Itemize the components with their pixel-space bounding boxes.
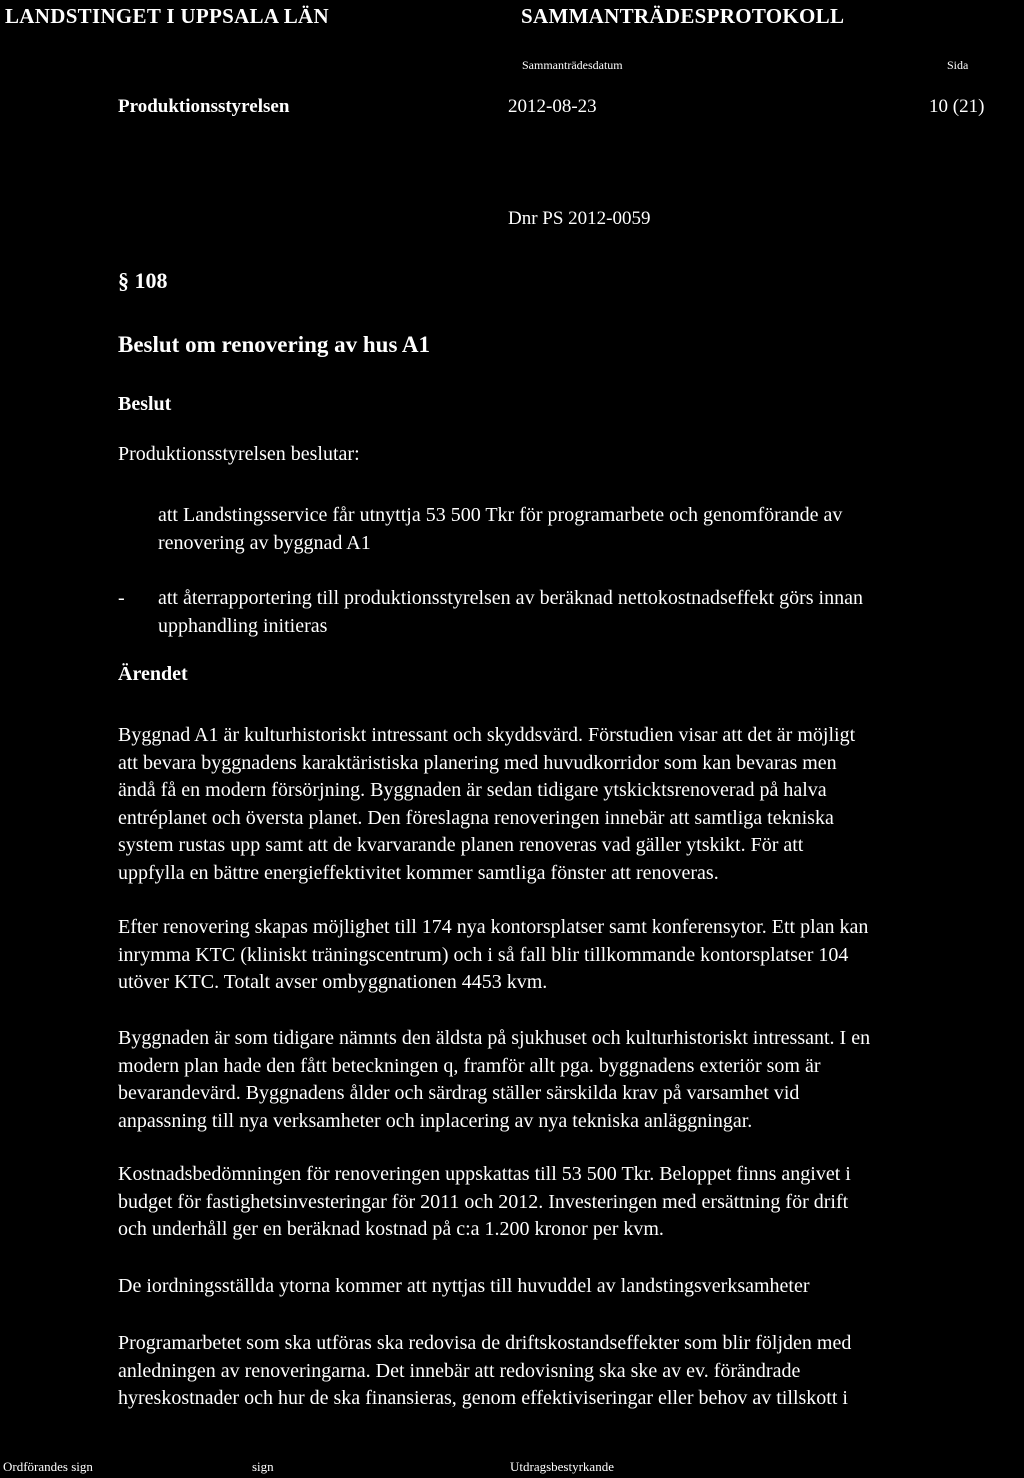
decision-line: att återrapportering till produktionsstyrelsen av beräknad nettokostnadseffekt görs innan [158, 587, 863, 609]
text-line: modern plan hade den fått beteckningen q, framför allt pga. byggnadens exteriör som är [118, 1054, 821, 1077]
text-line: Efter renovering skapas möjlighet till 174 nya kontorsplatser samt konferensytor. Ett plan kan [118, 916, 869, 938]
body-paragraph [118, 1330, 1024, 1413]
text-line: entréplanet och översta planet. Den föreslagna renoveringen innebär att samtliga tekniska [118, 806, 834, 829]
text-line: anpassning till nya verksamheter och inplacering av nya tekniska anläggningar. [118, 1109, 753, 1132]
text-line: utöver KTC. Totalt avser ombyggnationen 4453 kvm. [118, 971, 548, 993]
paragraph-number: § 108 [118, 268, 168, 293]
text-line: budget för fastighetsinvesteringar för 2011 och 2012. Investeringen med ersättning för drift [118, 1190, 849, 1213]
decision-line: renovering av byggnad A1 [158, 531, 371, 554]
text-line: Byggnad A1 är kulturhistoriskt intressant och skyddsvärd. Förstudien visar att det är möjligt [118, 724, 856, 746]
date-label: Sammanträdesdatum [522, 58, 623, 72]
page-label: Sida [947, 58, 969, 72]
diary-number: Dnr PS 2012-0059 [508, 208, 651, 229]
text-line: ändå få en modern försörjning. Byggnaden är sedan tidigare ytskicktsrenoverad på halva [118, 779, 827, 801]
decision-line: att Landstingsservice får utnyttja 53 500 Tkr för programarbete och genomförande av [158, 504, 843, 526]
text-line: Programarbetet som ska utföras ska redovisa de driftskostandseffekter som blir följden med [118, 1332, 852, 1354]
decision-intro: Produktionsstyrelsen beslutar: [118, 443, 360, 465]
body-paragraph [118, 914, 1024, 997]
page-number: 10 (21) [929, 96, 985, 117]
text-line: bevarandevärd. Byggnadens ålder och särdrag ställer särskilda krav på varsamhet vid [118, 1082, 800, 1104]
text-line: anledningen av renoveringarna. Det innebär att redovisning ska ske av ev. förändrade [118, 1359, 801, 1382]
meeting-date: 2012-08-23 [508, 96, 597, 117]
section-title: Beslut om renovering av hus A1 [118, 332, 431, 357]
text-line: Byggnaden är som tidigare nämnts den äldsta på sjukhuset och kulturhistoriskt intressant. I en [118, 1027, 871, 1049]
text-line: inrymma KTC (kliniskt träningscentrum) och i så fall blir tillkommande kontorsplatser 104 [118, 943, 849, 966]
signature-label: sign [252, 1459, 274, 1474]
body-paragraph [118, 1273, 1024, 1301]
text-line: hyreskostnader och hur de ska finansieras, genom effektiviseringar eller behov av tillskott i [118, 1387, 848, 1409]
body-paragraph [118, 1161, 1024, 1244]
org-name: LANDSTINGET I UPPSALA LÄN [5, 4, 329, 28]
chair-signature-label: Ordförandes sign [3, 1459, 93, 1474]
text-line: Kostnadsbedömningen för renoveringen uppskattas till 53 500 Tkr. Beloppet finns angivet i [118, 1163, 851, 1185]
text-line: att bevara byggnadens karaktäristiska planering med huvudkorridor som kan bevaras men [118, 751, 837, 774]
matter-heading: Ärendet [118, 663, 188, 685]
text-line: system rustas upp samt att de kvarvarande planen renoveras vad gäller ytskikt. För att [118, 834, 804, 856]
body-paragraph [118, 722, 1024, 887]
dash-marker: - [118, 587, 125, 609]
board-name: Produktionsstyrelsen [118, 96, 290, 117]
decision-heading: Beslut [118, 393, 172, 415]
text-line: De iordningsställda ytorna kommer att nyttjas till huvuddel av landstingsverksamheter [118, 1275, 810, 1297]
text-line: och underhåll ger en beräknad kostnad på c:a 1.200 kronor per kvm. [118, 1218, 664, 1240]
text-line: uppfylla en bättre energieffektivitet kommer samtliga fönster att renoveras. [118, 861, 719, 884]
body-paragraph [118, 1025, 1024, 1135]
decision-line: upphandling initieras [158, 614, 328, 637]
document-type: SAMMANTRÄDESPROTOKOLL [521, 4, 845, 28]
certifier-label: Utdragsbestyrkande [510, 1459, 614, 1474]
